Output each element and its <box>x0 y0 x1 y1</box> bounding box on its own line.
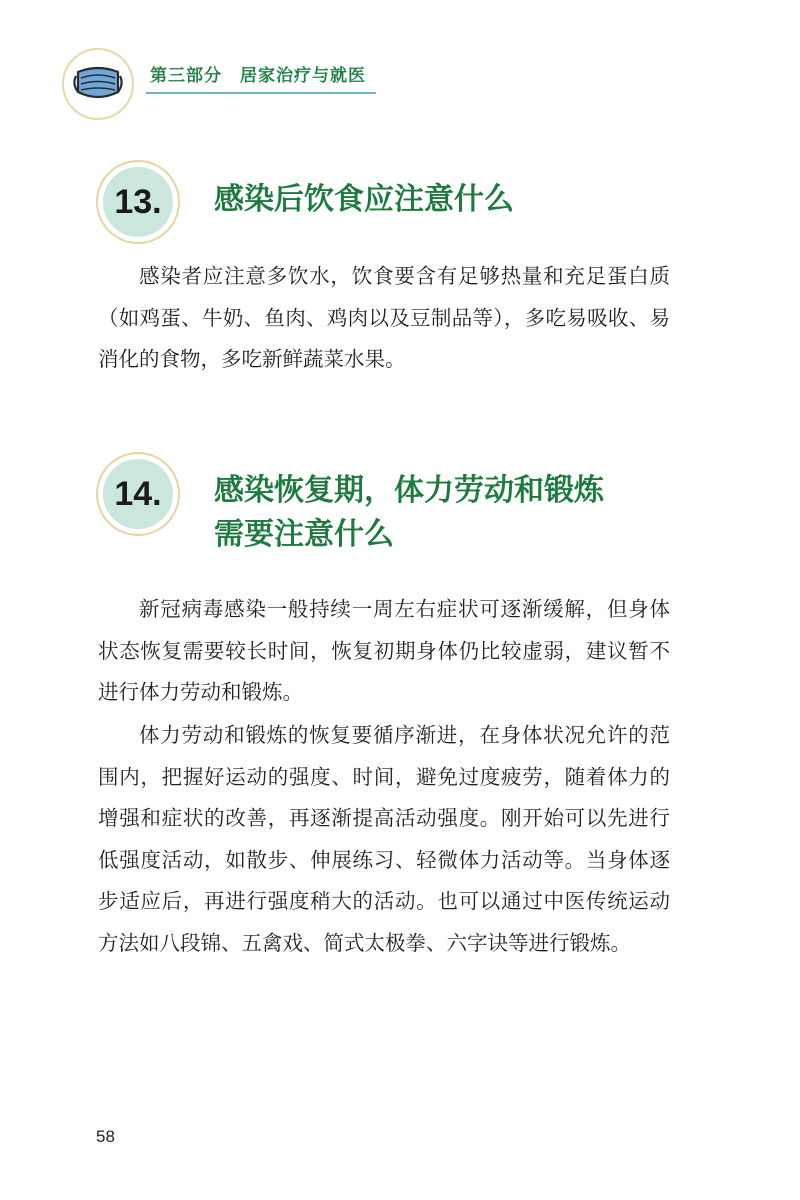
question-title-line: 需要注意什么 <box>214 517 394 552</box>
section-badge <box>62 48 134 120</box>
question-number-badge <box>96 160 180 244</box>
question-number-badge <box>96 452 180 536</box>
face-mask-icon <box>70 62 126 106</box>
paragraph: 感染者应注意多饮水，饮食要含有足够热量和充足蛋白质（如鸡蛋、牛奶、鱼肉、鸡肉以及豆制品等），多吃易吸收、易消化的食物，多吃新鲜蔬菜水果。 <box>98 264 670 371</box>
question-title-line: 感染后饮食应注意什么 <box>214 182 514 217</box>
header-divider <box>146 92 376 94</box>
question-title <box>214 178 684 222</box>
paragraph: 体力劳动和锻炼的恢复要循序渐进，在身体状况允许的范围内，把握好运动的强度、时间，避免过度疲劳，随着体力的增强和症状的改善，再逐渐提高活动强度。刚开始可以先进行低强度活动，如散步、伸展练习、轻微体力活动等。当身体逐步适应后，再进行强度稍大的活动。也可以通过中医传统运动方法如八段锦、五禽戏、简式太极拳、六字诀等进行锻炼。 <box>98 723 670 955</box>
question-number: 14. <box>114 475 162 513</box>
question-title <box>214 469 684 557</box>
question-title-line: 感染恢复期，体力劳动和锻炼 <box>214 473 604 508</box>
question-number: 13. <box>114 183 162 221</box>
paragraph: 新冠病毒感染一般持续一周左右症状可逐渐缓解，但身体状态恢复需要较长时间，恢复初期身体仍比较虚弱，建议暂不进行体力劳动和锻炼。 <box>98 597 670 704</box>
section-label: 第三部分 居家治疗与就医 <box>150 66 366 86</box>
page-number: 58 <box>96 1127 115 1146</box>
